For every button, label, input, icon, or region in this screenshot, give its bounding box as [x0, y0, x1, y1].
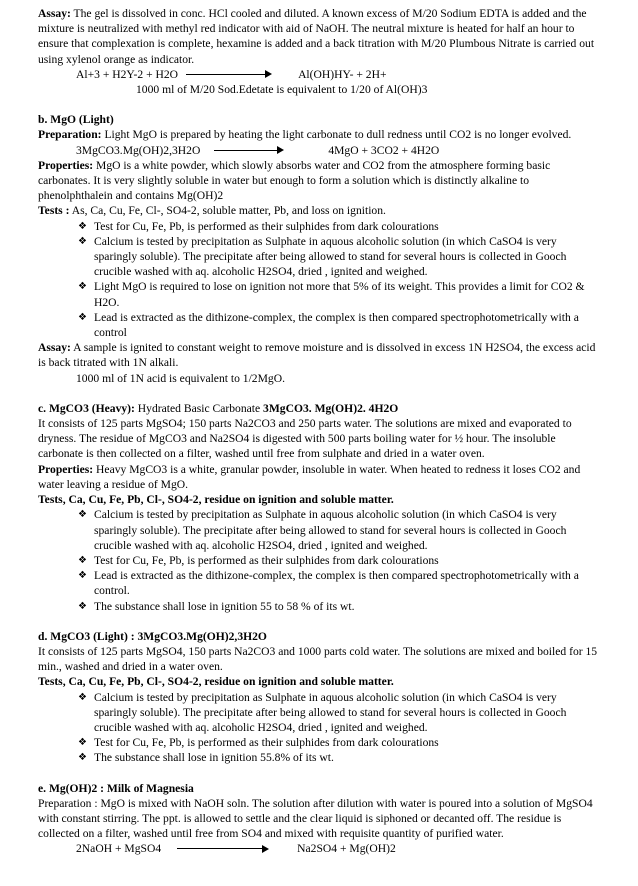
- equation-right: Al(OH)HY- + 2H+: [298, 67, 387, 81]
- list-item: ❖ Light MgO is required to lose on ignition not more that 5% of its weight. This provides a limit for CO2 & H2O.: [78, 280, 585, 309]
- list-item: ❖ Calcium is tested by precipitation as Sulphate in aquous alcoholic solution (in which CaSO4 is very sparingly soluble). The precipitate after being allowed to stand for several hours is collected in Gooch crucible washed with aq. alcoholic H2SO4, dried , ignited and weighed.: [78, 690, 567, 734]
- section-heading-mgoh2: e. Mg(OH)2 : Milk of Magnesia: [38, 781, 194, 795]
- diamond-bullet-icon: ❖: [78, 691, 87, 703]
- mgoh2-equation: [38, 841, 598, 856]
- list-item: ❖ Calcium is tested by precipitation as Sulphate in aquous alcoholic solution (in which CaSO4 is very sparingly soluble). The precipitate after being allowed to stand for several hours is collected in Gooch crucible washed with aq. alcoholic H2SO4, dried , ignited and weighed.: [78, 234, 567, 279]
- list-item: ❖ Test for Cu, Fe, Pb, is performed as their sulphides from dark colourations: [78, 219, 439, 233]
- assay-text: A sample is ignited to constant weight to remove moisture and is dissolved in excess 1N H2SO4, the excess acid is back titrated with 1N alkali.: [38, 341, 596, 370]
- preparation-text: Light MgO is prepared by heating the light carbonate to dull redness until CO2 is no longer evolved.: [101, 128, 572, 142]
- list-item: ❖ Test for Cu, Fe, Pb, is performed as their sulphides from dark colourations: [78, 553, 439, 567]
- tests-text: As, Ca, Cu, Fe, Cl-, SO4-2, soluble matter, Pb, and loss on ignition.: [69, 204, 386, 218]
- assay-label: Assay:: [38, 341, 71, 355]
- tests-label: Tests :: [38, 204, 70, 218]
- list-item: ❖ Lead is extracted as the dithizone-complex, the complex is then compared spectrophotometrically with a control: [78, 310, 579, 340]
- mgco3-heavy-tests: Tests, Ca, Cu, Fe, Pb, Cl-, SO4-2, residue on ignition and soluble matter.: [38, 493, 394, 507]
- mgo-test-list: [78, 219, 598, 341]
- equation-left: Al+3 + H2Y-2 + H2O: [76, 67, 179, 81]
- mgco3-heavy-properties: [38, 462, 598, 492]
- diamond-bullet-icon: ❖: [78, 752, 87, 764]
- properties-label: Properties:: [38, 158, 94, 172]
- mgco3-light-description: It consists of 125 parts MgSO4, 150 parts Na2CO3 and 1000 parts cold water. The solutions are mixed and boiled for 15 min., washed and dried in a water oven.: [38, 644, 598, 674]
- diamond-bullet-icon: ❖: [78, 220, 87, 232]
- list-item: ❖ Calcium is tested by precipitation as Sulphate in aquous alcoholic solution (in which CaSO4 is very sparingly soluble). The precipitate after being allowed to stand for several hours is collected in Gooch crucible washed with aq. alcoholic H2SO4, dried , ignited and weighed.: [78, 508, 567, 552]
- reaction-arrow-icon: [214, 146, 284, 154]
- assay-text: The gel is dissolved in conc. HCl cooled and diluted. A known excess of M/20 Sodium EDTA is added and the mixture is neutralized with methyl red indicator with aid of NaOH. The neutral mixture is heated for half an hour to ensure that complexation is complete, hexamine is added and a back titration with M/20 Plumbous Nitrate is carried out using xylenol orange as indicator.: [38, 7, 595, 66]
- assay-equivalence: 1000 ml of M/20 Sod.Edetate is equivalent to 1/20 of Al(OH)3: [136, 83, 428, 97]
- list-item: ❖ Lead is extracted as the dithizone-complex, the complex is then compared spectrophotometrically with a control.: [78, 569, 579, 598]
- mgo-preparation: [38, 127, 598, 142]
- diamond-bullet-icon: ❖: [78, 600, 87, 612]
- mgo-tests: [38, 203, 598, 218]
- diamond-bullet-icon: ❖: [78, 235, 87, 247]
- mgo-equation: [38, 143, 598, 158]
- diamond-bullet-icon: ❖: [78, 554, 87, 566]
- mgo-equivalence: 1000 ml of 1N acid is equivalent to 1/2MgO.: [76, 371, 285, 385]
- assay-equation: [38, 67, 598, 82]
- mgo-properties: [38, 158, 598, 204]
- section-heading-mgco3-light: d. MgCO3 (Light) : 3MgCO3.Mg(OH)2,3H2O: [38, 629, 267, 643]
- diamond-bullet-icon: ❖: [78, 281, 87, 293]
- list-item: ❖ The substance shall lose in ignition 55 to 58 % of its wt.: [78, 599, 355, 613]
- list-item: ❖ The substance shall lose in ignition 55.8% of its wt.: [78, 751, 334, 765]
- reaction-arrow-icon: [177, 845, 269, 853]
- mgco3-heavy-test-list: [78, 507, 598, 613]
- properties-label: Properties:: [38, 462, 94, 476]
- mgo-assay: [38, 340, 598, 370]
- assay-label: Assay:: [38, 7, 71, 20]
- section-heading-mgco3-heavy: c. MgCO3 (Heavy): Hydrated Basic Carbonate 3MgCO3. Mg(OH)2. 4H2O: [38, 401, 399, 415]
- reaction-arrow-icon: [186, 70, 272, 78]
- equation-left: 2NaOH + MgSO4: [76, 842, 162, 856]
- equation-left: 3MgCO3.Mg(OH)2,3H2O: [76, 143, 201, 157]
- properties-text: MgO is a white powder, which slowly absorbs water and CO2 from the atmosphere forming basic carbonates. It is very slightly soluble in water but enough to form a solution which is distinctly alkaline to phenolphthalein and contains Mg(OH)2: [38, 158, 551, 203]
- diamond-bullet-icon: ❖: [78, 570, 87, 582]
- assay-paragraph: [38, 6, 598, 67]
- preparation-label: Preparation:: [38, 128, 102, 142]
- mgoh2-preparation: Preparation : MgO is mixed with NaOH soln. The solution after dilution with water is poured into a solution of MgSO4 with constant stirring. The ppt. is allowed to settle and the clear liquid is siphoned or decanted off. The residue is collected on a filter, washed until free from SO4 and mixed with requisite quantity of purified water.: [38, 796, 593, 841]
- section-heading-mgo: b. MgO (Light): [38, 113, 114, 127]
- equation-right: Na2SO4 + Mg(OH)2: [297, 842, 396, 856]
- mgco3-heavy-description: It consists of 125 parts MgSO4; 150 parts Na2CO3 and 250 parts water. The solutions are mixed and evaporated to dryness. The residue of MgCO3 and Na2SO4 is digested with 500 parts boiling water for ½ hour. The insoluble carbonate is then collected on a filter, washed until free from sulphate and dried in a water oven.: [38, 417, 572, 461]
- diamond-bullet-icon: ❖: [78, 509, 87, 521]
- diamond-bullet-icon: ❖: [78, 311, 87, 323]
- mgco3-light-tests: Tests, Ca, Cu, Fe, Pb, Cl-, SO4-2, residue on ignition and soluble matter.: [38, 675, 394, 689]
- mgco3-light-test-list: [78, 690, 598, 766]
- equation-right: 4MgO + 3CO2 + 4H2O: [328, 143, 440, 157]
- diamond-bullet-icon: ❖: [78, 737, 87, 749]
- properties-text: Heavy MgCO3 is a white, granular powder, insoluble in water. When heated to redness it loses CO2 and water leaving a residue of MgO.: [38, 462, 581, 491]
- list-item: ❖ Test for Cu, Fe, Pb, is performed as their sulphides from dark colourations: [78, 736, 439, 750]
